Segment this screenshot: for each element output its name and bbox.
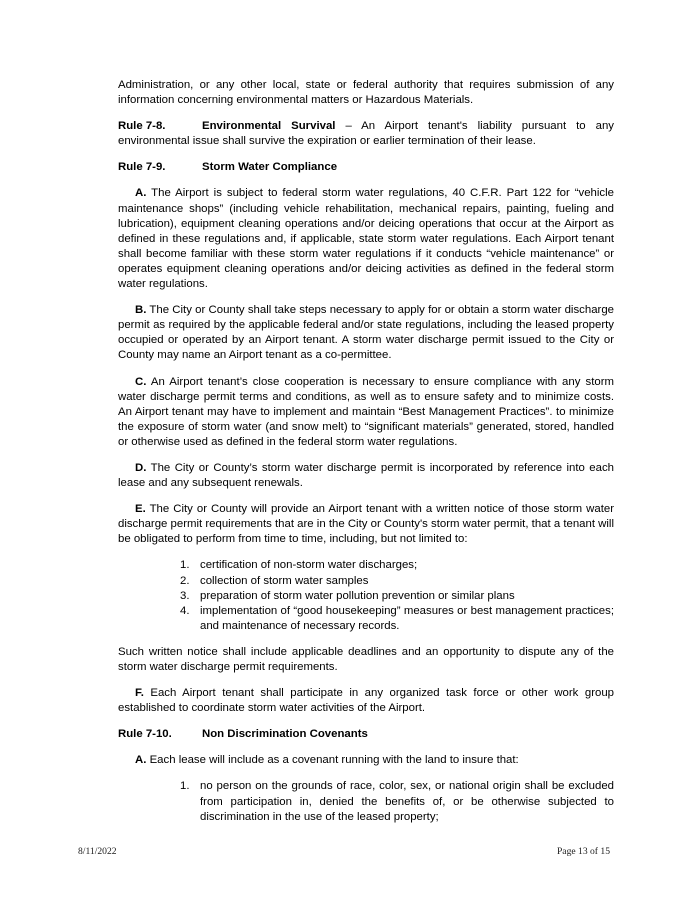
paragraph-letter-b: B. (135, 304, 147, 317)
paragraph-letter-f: F. (135, 687, 144, 700)
list-item (118, 589, 614, 604)
paragraph-letter-a: A. (135, 187, 147, 200)
continued-paragraph: Administration, or any other local, state or federal authority that requires submission of any information concerning environmental matters or Hazardous Materials. (118, 79, 614, 107)
list-item-number: 1. (180, 780, 190, 793)
paragraph-text-7-9-e: The City or County will provide an Airport tenant with a written notice of those storm water discharge permit requirements that are in the City or County's storm water permit, that a tenant will be obligated to perform from time to time, including, but not limited to: (118, 503, 614, 546)
paragraph-text-7-9-a: The Airport is subject to federal storm water regulations, 40 C.F.R. Part 122 for “vehicle maintenance shops” (including vehicle rehabilitation, mechanical repairs, painting, fueling and lubrication), equipment cleaning operations and/or deicing operations that occur at the Airport as defined in these regulations and, if applicable, state storm water regulations. Each Airport tenant shall become familiar with these storm water regulations if it conducts “vehicle maintenance” or operates equipment cleaning operations and/or deicing activities as defined in the federal storm water regulations. (118, 187, 614, 291)
page-footer (78, 846, 618, 858)
rule-text-7-8: – An Airport tenant's liability pursuant to any environmental issue shall survive the expiration or earlier termination of their lease. (118, 120, 614, 148)
rule-heading-7-10 (118, 727, 614, 742)
paragraph-text-7-10-a: Each lease will include as a covenant running with the land to insure that: (146, 754, 519, 767)
paragraph-letter-c: C. (135, 375, 147, 388)
rule-title-7-8: Environmental Survival (202, 120, 336, 133)
rule-number-7-9: Rule 7-9. (118, 161, 166, 174)
list-item-text: preparation of storm water pollution prevention or similar plans (200, 589, 515, 602)
list-item-number: 1. (180, 559, 190, 572)
paragraph-7-9-a (118, 186, 614, 292)
paragraph-letter-e: E. (135, 503, 146, 516)
list-item-text: certification of non-storm water discharges; (200, 559, 418, 572)
list-item-text: collection of storm water samples (200, 574, 369, 587)
paragraph-text-7-9-d: The City or County’s storm water discharge permit is incorporated by reference into each lease and any subsequent renewals. (118, 461, 614, 490)
list-item-text: implementation of “good housekeeping” measures or best management practices; and maintenance of necessary records. (200, 604, 614, 632)
list-item-number: 4. (180, 604, 190, 617)
rule-number-7-10: Rule 7-10. (118, 728, 172, 741)
paragraph-7-9-f (118, 686, 614, 716)
list-item-text: no person on the grounds of race, color, sex, or national origin shall be excluded from participation in, denied the benefits of, or be otherwise subjected to discrimination in the use of the leased property; (200, 780, 614, 823)
rule-heading-7-8 (118, 119, 614, 149)
rule-title-7-9: Storm Water Compliance (202, 161, 338, 174)
paragraph-7-9-e (118, 502, 614, 547)
paragraph-text-7-9-f: Each Airport tenant shall participate in any organized task force or other work group established to coordinate storm water activities of the Airport. (118, 687, 614, 715)
paragraph-letter-d: D. (135, 461, 147, 474)
list-item-number: 2. (180, 574, 190, 587)
paragraph-text-7-9-c: An Airport tenant’s close cooperation is necessary to ensure compliance with any storm water discharge permit terms and conditions, as well as to ensure safety and to minimize costs. An Airport tenant may have to implement and maintain “Best Management Practices”. to minimize the exposure of storm water (and snow melt) to “significant materials” generated, stored, handled or otherwise used as defined in the federal storm water regulations. (118, 375, 614, 448)
paragraph-text-7-9-b: The City or County shall take steps necessary to apply for or obtain a storm water discharge permit as required by the applicable federal and/or state regulations, including the leased property occupied or operated by an Airport tenant. A storm water discharge permit issued to the City or County may name an Airport tenant as a co-permittee. (118, 304, 614, 362)
list-item (118, 574, 614, 589)
paragraph-7-9-after-list: Such written notice shall include applicable deadlines and an opportunity to dispute any of the storm water discharge permit requirements. (118, 645, 614, 673)
paragraph-7-10-a (118, 753, 614, 768)
paragraph-letter-a-7-10: A. (135, 754, 147, 767)
footer-date: 8/11/2022 (78, 846, 117, 857)
list-item (118, 604, 614, 634)
paragraph-7-9-b (118, 303, 614, 363)
numbered-list-7-10 (118, 779, 614, 824)
rule-title-7-10: Non Discrimination Covenants (202, 728, 368, 741)
rule-number-7-8: Rule 7-8. (118, 120, 166, 133)
numbered-list-7-9 (118, 558, 614, 633)
page-content (118, 78, 614, 836)
paragraph-7-9-c (118, 375, 614, 450)
list-item (118, 779, 614, 824)
list-item-number: 3. (180, 589, 190, 602)
rule-heading-7-9 (118, 160, 614, 175)
list-item (118, 558, 614, 573)
paragraph-7-9-d (118, 461, 614, 491)
footer-page-number: Page 13 of 15 (556, 846, 610, 857)
